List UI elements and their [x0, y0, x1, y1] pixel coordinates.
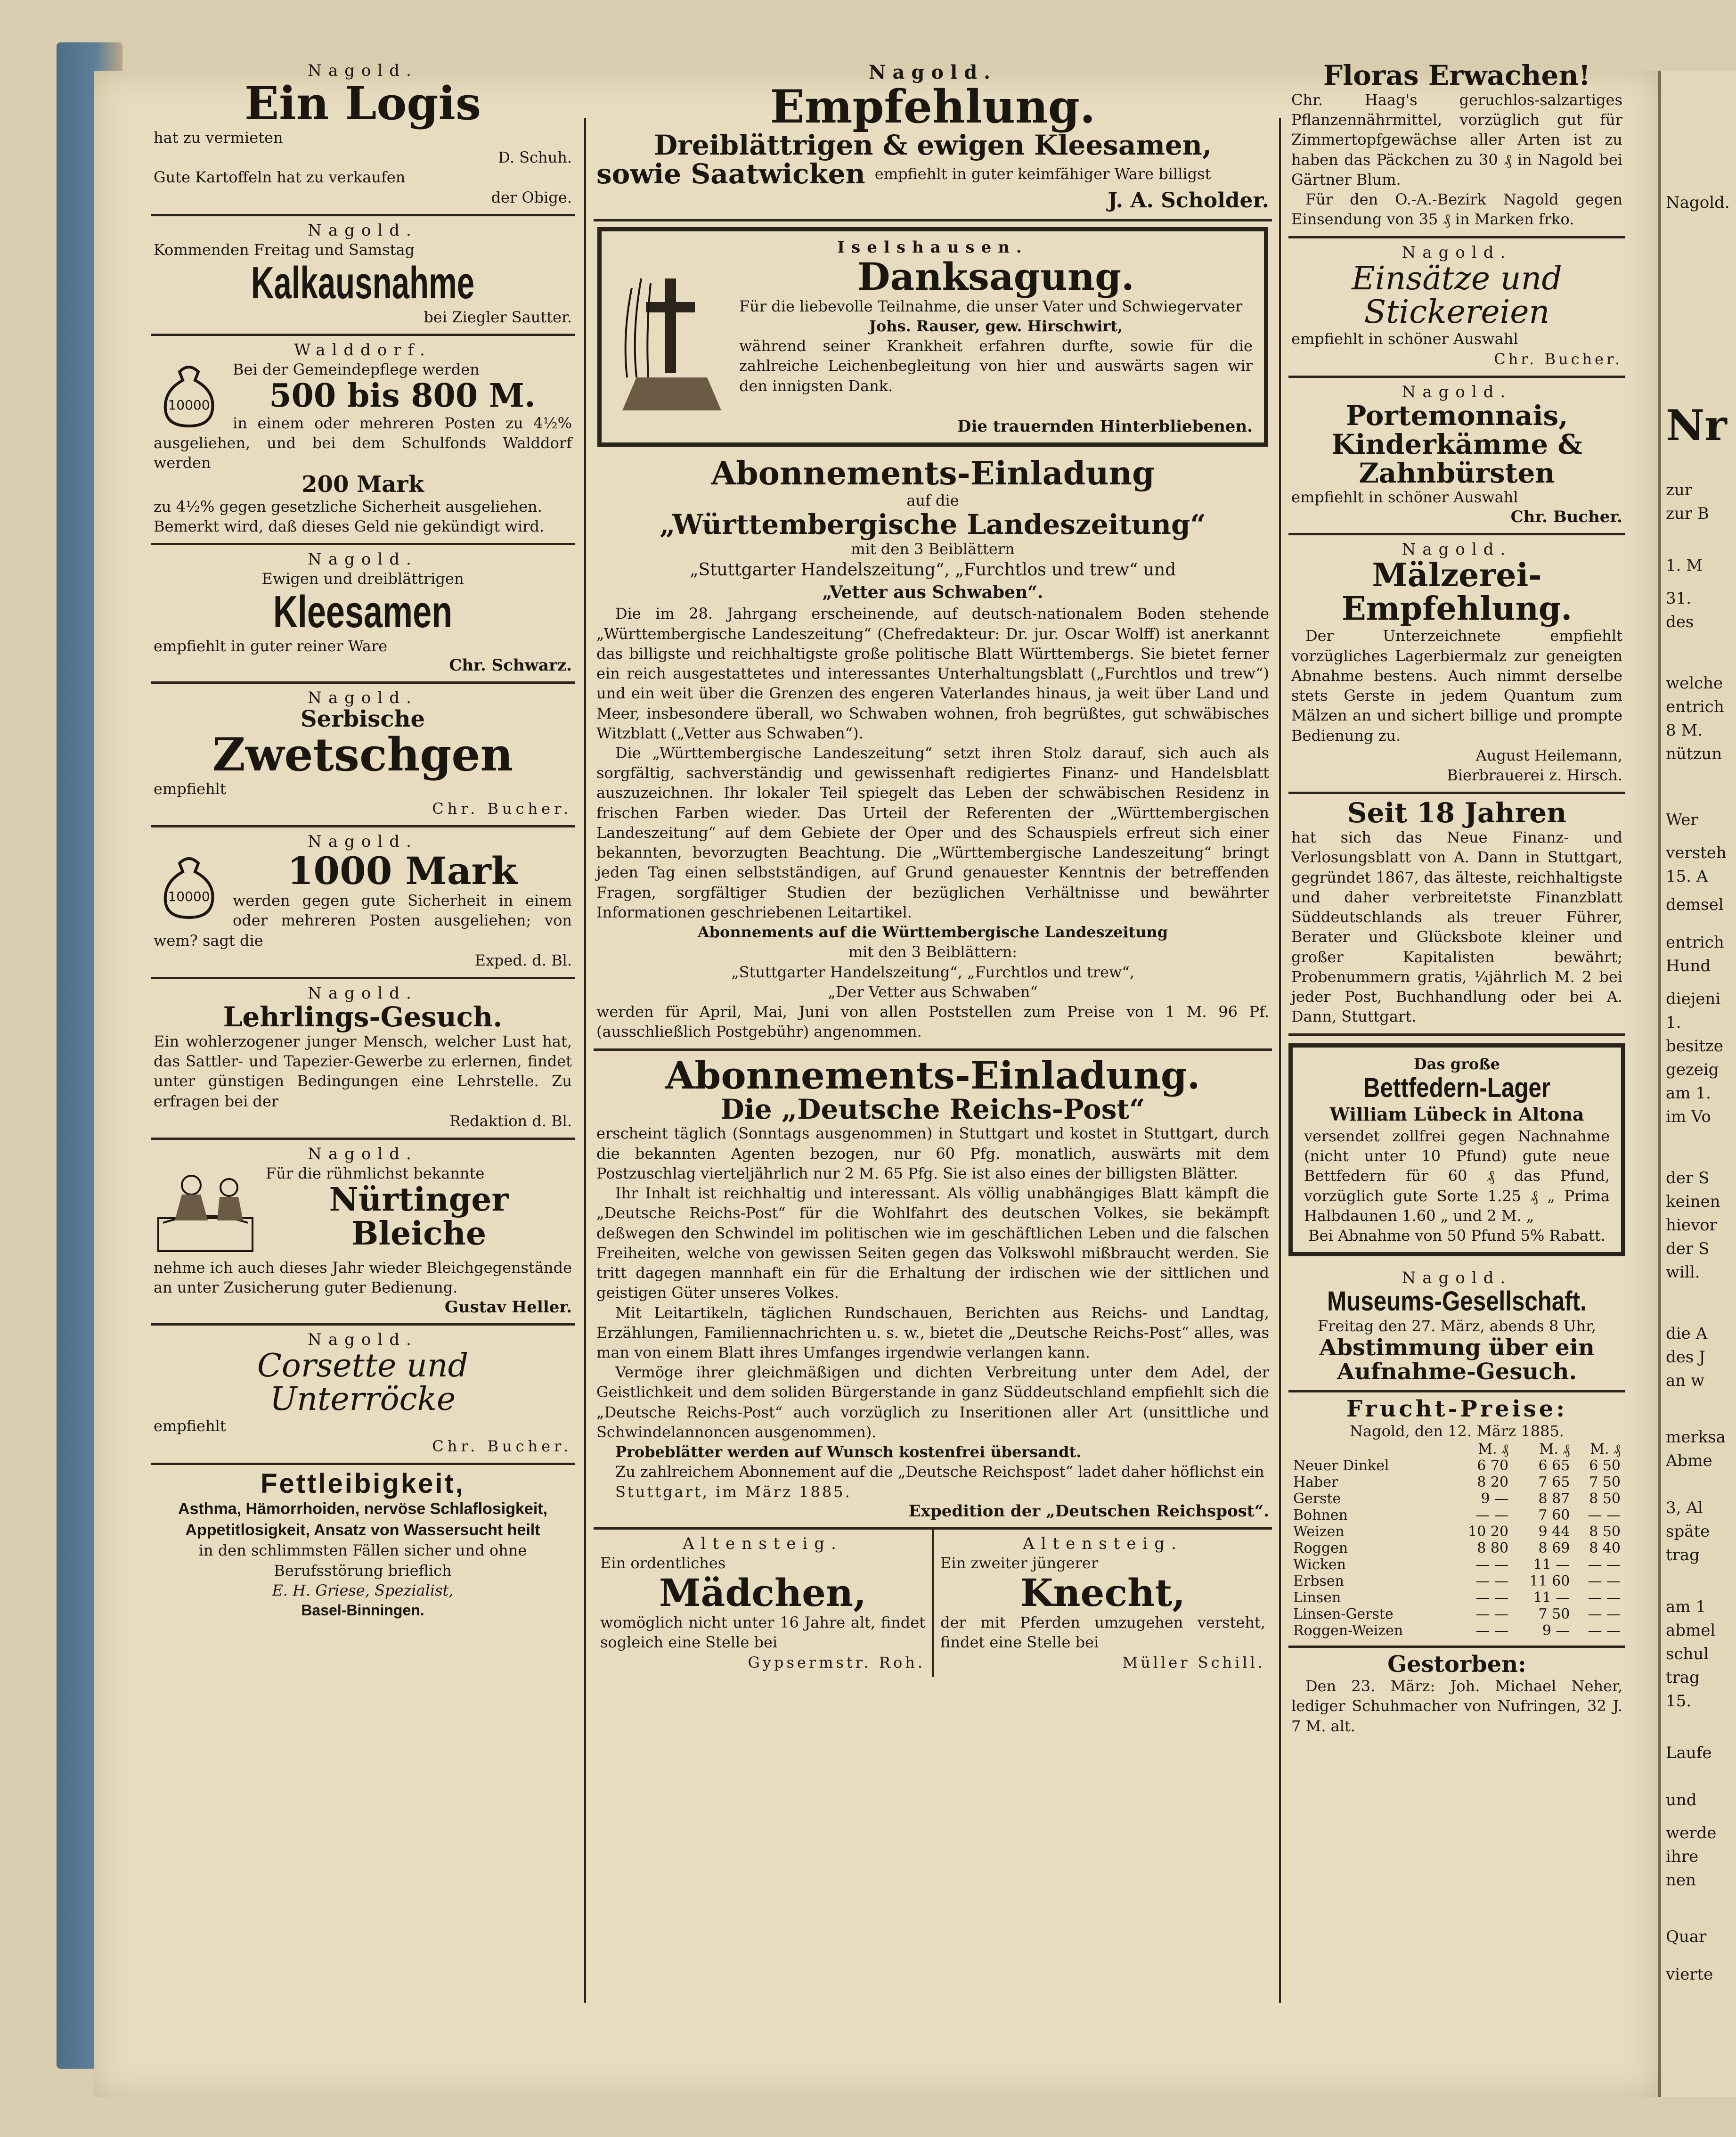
adjacent-page-fragment: [1658, 71, 1736, 2097]
ad-title: Ein Logis: [244, 77, 481, 130]
ad-paragraph: Probeblätter werden auf Wunsch kostenfrei übersandt.: [615, 1443, 1082, 1461]
grain-name-cell: Linsen-Gerste: [1293, 1605, 1394, 1622]
ad-title: Gestorben:: [1387, 1651, 1526, 1678]
ad-fettleibigkeit: [151, 1465, 575, 1627]
adjacent-page-text: der S: [1666, 1169, 1710, 1187]
ad-gestorben: [1288, 1648, 1625, 1743]
adjacent-page-text: die A: [1666, 1324, 1708, 1343]
ad-title: Kalkausnahme: [251, 257, 475, 308]
grain-name-cell: Linsen: [1293, 1589, 1341, 1606]
price-cell: 9 44: [1538, 1523, 1570, 1540]
ad-title: Unterröcke: [269, 1380, 456, 1418]
ad-logis: [151, 57, 575, 216]
adjacent-page-text: gezeig: [1666, 1060, 1719, 1079]
ad-place: Walddorf.: [294, 341, 432, 360]
price-cell: — —: [1588, 1622, 1621, 1639]
ad-title: Fettleibigkeit,: [261, 1468, 465, 1499]
ad-text: Dreiblättrigen & ewigen Kleesamen,: [653, 129, 1212, 161]
ad-paragraph: versendet zollfrei gegen Nachnahme (nicht unter 10 Pfund) gute neue Bettfedern für 60 ₰ das Pfund, vorzüglich gute Sorte 1.25 ₰ „ Prima Halbdaunen 1.60 „ und 2 M. „: [1304, 1127, 1610, 1225]
ad-text: hat zu vermieten: [154, 128, 283, 147]
ad-paragraph: Die im 28. Jahrgang erscheinende, auf deutsch-nationalem Boden stehende „Württembergische Landeszeitung“ (Chefredakteur: Dr. jur. Oscar Wolff) ist anerkannt das billigste und reichhaltigste große politische Blatt Württembergs. Sie bietet ferner ein reich ausgestattetes und interessantes Unterhaltungsblatt („Furchtlos und trew“) und ein weit über die Grenzen des engeren Vaterlandes hinaus, ja weit über Land und Meer, insbesondere überall, wo Schwaben wohnen, froh begrüßtes, gut schwäbisches Witzblatt („Vetter aus Schwaben“).: [596, 605, 1269, 742]
ad-signature: bei Ziegler Sautter.: [424, 308, 572, 326]
adjacent-page-text: versteh: [1666, 843, 1727, 862]
adjacent-page-text: nen: [1666, 1871, 1696, 1890]
ad-amount: 500 bis 800 M.: [269, 377, 536, 415]
price-cell: 7 60: [1538, 1507, 1570, 1523]
ad-signature: Redaktion d. Bl.: [449, 1112, 572, 1130]
price-cell: 8 50: [1589, 1490, 1621, 1507]
table-row: [1291, 1573, 1622, 1589]
price-cell: 7 50: [1538, 1605, 1570, 1622]
ad-place: Nagold.: [308, 984, 418, 1003]
ad-signature: Chr. Bucher.: [1494, 350, 1622, 368]
ad-portemonnais: [1288, 378, 1625, 535]
ad-text: während seiner Krankheit erfahren durfte, sowie für die zahlreiche Leichenbegleitung von hier und auswärts sagen wir den innigsten Dank.: [739, 337, 1253, 395]
ad-title: Bettfedern-Lager: [1363, 1072, 1551, 1103]
washerwoman-illustration-icon: [154, 1166, 257, 1256]
ad-place: Nagold.: [1402, 540, 1512, 559]
ad-walddorf: [151, 336, 575, 545]
price-cell: 7 50: [1589, 1474, 1621, 1490]
adjacent-page-text: trag: [1666, 1668, 1700, 1687]
two-ads-row: [594, 1530, 1272, 1677]
ad-title: Seit 18 Jahren: [1347, 797, 1567, 829]
table-row: [1291, 1523, 1622, 1540]
ad-title: Mädchen,: [659, 1571, 867, 1615]
ad-place: Nagold.: [1402, 382, 1512, 401]
ad-place: Nagold.: [308, 1145, 418, 1164]
price-cell: 8 87: [1538, 1490, 1570, 1507]
price-cell: 6 65: [1538, 1457, 1570, 1474]
ad-title: Frucht-Preise:: [1346, 1396, 1568, 1423]
column-rule: [1279, 118, 1281, 2003]
adjacent-page-text: abmel: [1666, 1621, 1716, 1640]
ad-reichspost: [594, 1051, 1272, 1530]
ad-text: empfiehlt in schöner Auswahl: [1291, 488, 1518, 507]
ad-paragraph: Zu zahlreichem Abonnement auf die „Deutsche Reichspost“ ladet daher höflichst ein: [615, 1463, 1264, 1481]
ad-paragraph: Den 23. März: Joh. Michael Neher, lediger Schuhmacher von Nufringen, 32 J. 7 M. alt.: [1291, 1677, 1622, 1735]
ad-text: empfiehlt in guter keimfähiger Ware billigst: [874, 165, 1211, 183]
table-row: [1291, 1457, 1622, 1474]
ad-signature: Expedition der „Deutschen Reichspost“.: [908, 1501, 1269, 1521]
ad-title: Museums-Gesellschaft.: [1327, 1286, 1587, 1317]
price-cell: 11 —: [1533, 1556, 1570, 1573]
adjacent-page-text: werde: [1666, 1824, 1717, 1842]
ad-title: Nürtinger: [329, 1181, 509, 1219]
grain-price-table: [1291, 1441, 1622, 1639]
table-header-cell: M. ₰: [1539, 1441, 1570, 1457]
grain-name-cell: Bohnen: [1293, 1507, 1348, 1523]
ad-lehrling: [151, 979, 575, 1140]
ad-title: Floras Erwachen!: [1323, 59, 1591, 91]
ad-place: Nagold.: [1402, 1269, 1512, 1288]
table-header-cell: M. ₰: [1478, 1441, 1509, 1457]
adjacent-page-text: 8 M.: [1666, 721, 1703, 740]
ad-zwetschgen: [151, 684, 575, 827]
ad-place: Nagold.: [868, 61, 997, 83]
price-cell: — —: [1588, 1589, 1621, 1606]
ad-signature: Die trauernden Hinterbliebenen.: [957, 417, 1253, 436]
ad-date: Nagold, den 12. März 1885.: [1350, 1422, 1564, 1440]
ad-title: Knecht,: [1020, 1571, 1186, 1615]
table-header-row: [1291, 1441, 1622, 1457]
ad-title: Einsätze und: [1352, 260, 1562, 297]
adjacent-page-text: Laufe: [1666, 1744, 1712, 1762]
price-cell: 9 —: [1542, 1622, 1570, 1639]
ad-title: Abonnements-Einladung: [711, 454, 1155, 492]
ad-text: Bemerkt wird, daß dieses Geld nie gekündigt wird.: [154, 517, 545, 535]
ad-title: Bleiche: [351, 1214, 487, 1253]
ad-text: Ein ordentliches: [600, 1554, 726, 1572]
ad-text: Serbische: [301, 706, 425, 733]
ad-signature: Chr. Bucher.: [1510, 507, 1622, 526]
ad-text: der mit Pferden umzugehen versteht, findet eine Stelle bei: [940, 1613, 1265, 1652]
ad-paragraph: Mit Leitartikeln, täglichen Rundschauen, Berichten aus Reichs- und Landtag, Erzählungen, Familiennachrichten u. s. w., bietet die „Deutsche Reichs-Post“ alles, was man von einem Blatt ihres Umfanges irgendwie verlangen kann.: [596, 1303, 1269, 1361]
ad-paragraph: hat sich das Neue Finanz- und Verlosungsblatt von A. Dann in Stuttgart, gegründet 1867, das älteste, reichhaltigste und daher verbreitetste Finanzblatt Süddeutschlands als treuer Führer, Berater und Glücksbote kleiner und großer Kapitalisten bewährt; Probenummern gratis, ¼jährlich M. 2 bei jeder Post, Buchhandlung oder bei A. Dann, Stuttgart.: [1291, 828, 1622, 1026]
svg-text:10000: 10000: [168, 889, 210, 905]
ad-text: Ein zweiter jüngerer: [940, 1554, 1099, 1572]
ad-text: „Der Vetter aus Schwaben“: [828, 983, 1038, 1001]
ad-kalk: [151, 216, 575, 336]
ad-museum: [1288, 1264, 1625, 1392]
ad-text: empfiehlt in schöner Auswahl: [1291, 330, 1518, 348]
ad-place: Iselshausen.: [837, 237, 1028, 257]
ad-title: Empfehlung.: [1341, 590, 1573, 628]
ad-knecht: [932, 1530, 1272, 1677]
ad-paragraph: Die „Württembergische Landeszeitung“ setzt ihren Stolz darauf, sich auch als sorgfältig, sachverständig und gewissenhaft redigiertes Finanz- und Handelsblatt auszuzeichnen. Ihr lokaler Teil spiegelt das Leben der schwäbischen Residenz in frischen Farben wieder. Das Urteil der Referenten der „Württembergischen Landeszeitung“ auf dem Gebiete der Oper und des Schauspiels erfreut sich einer bekannten, bevorzugten Beachtung. Die „Württembergische Landeszeitung“ bringt jeden Tag einen selbstständigen, auf Grund genauester Kenntnis der betreffenden Fragen, sorgfältiger Studien der bezüglichen Verhältnisse und bewährter Informationen geschriebenen Leitartikel.: [596, 744, 1269, 921]
adjacent-page-text: Hund: [1666, 957, 1711, 975]
grain-name-cell: Haber: [1293, 1474, 1338, 1490]
price-cell: 11 60: [1529, 1572, 1570, 1589]
ad-text: Abonnements auf die Württembergische Landeszeitung: [697, 923, 1168, 942]
newspaper-name: Die „Deutsche Reichs-Post“: [720, 1093, 1145, 1125]
ad-place: Nagold.: [308, 688, 418, 708]
table-row: [1291, 1622, 1622, 1639]
ad-text: nehme ich auch dieses Jahr wieder Bleichgegenstände an unter Zusicherung guter Bedienung.: [154, 1259, 572, 1297]
grain-name-cell: Gerste: [1293, 1490, 1341, 1507]
grain-name-cell: Wicken: [1293, 1556, 1346, 1573]
ad-text: Für die liebevolle Teilnahme, die unser Vater und Schwiegervater: [739, 297, 1243, 315]
newspaper-name: „Württembergische Landeszeitung“: [660, 508, 1206, 541]
ad-dann: [1288, 794, 1625, 1035]
ad-signature: Exped. d. Bl.: [474, 951, 572, 969]
adjacent-page-text: 15.: [1666, 1692, 1692, 1711]
price-cell: — —: [1475, 1622, 1509, 1639]
column-left: [151, 57, 575, 2095]
adjacent-page-text: an w: [1666, 1371, 1705, 1390]
ad-scholder: [594, 57, 1272, 221]
ad-title: Abonnements-Einladung.: [665, 1053, 1200, 1097]
ad-text: Abstimmung über ein: [1319, 1335, 1595, 1361]
ad-place: Altensteig.: [683, 1534, 843, 1553]
ad-title: Stickereien: [1364, 293, 1550, 331]
adjacent-page-text: zur B: [1666, 504, 1709, 523]
table-row: [1291, 1540, 1622, 1556]
adjacent-page-text: Nr: [1666, 401, 1727, 450]
ad-text: Asthma, Hämorrhoiden, nervöse Schlaflosigkeit, Appetitlosigkeit, Ansatz von Wassersucht heilt: [178, 1499, 548, 1539]
adjacent-page-text: nützun: [1666, 745, 1722, 763]
ad-landeszeitung: [594, 452, 1272, 1051]
adjacent-page-text: hievor: [1666, 1216, 1717, 1235]
ad-paragraph: erscheint täglich (Sonntags ausgenommen) in Stuttgart und kostet in Stuttgart, durch die bekannten Agenten bezogen, nur 60 Pfg. monatlich, auswärts mit dem Postzuschlag vierteljährlich nur 2 M. 65 Pfg. Sie ist also eines der billigsten Blätter.: [596, 1124, 1269, 1182]
ad-bleiche: [151, 1140, 575, 1325]
adjacent-page-text: 15. A: [1666, 867, 1708, 886]
adjacent-page-text: und: [1666, 1791, 1697, 1809]
price-cell: 9 —: [1481, 1490, 1509, 1507]
ad-paragraph: Ihr Inhalt ist reichhaltig und interessant. Als völlig unabhängiges Blatt kämpft die „Deutsche Reichs-Post“ für die Wohlfahrt des deutschen Volkes, sie bekämpft deßwegen den Schwindel im politischen wie im geschäftlichen Leben und die falschen Freiheiten, welche von gewissen Seiten gegen das Volkswohl mißbraucht werden. Sie tritt dagegen mannhaft ein für die Erhaltung der irdischen wie der sittlichen und geistigen Güter unseres Volkes.: [596, 1184, 1269, 1302]
ad-paragraph: Bei Abnahme von 50 Pfund 5% Rabatt.: [1308, 1227, 1606, 1245]
adjacent-page-text: späte: [1666, 1522, 1710, 1541]
ad-signature: Chr. Bucher.: [432, 1437, 572, 1455]
ad-maelzerei: [1288, 535, 1625, 794]
adjacent-page-text: 3, Al: [1666, 1498, 1703, 1517]
svg-text:10000: 10000: [168, 397, 210, 413]
money-bag-icon: [154, 854, 224, 920]
ad-fruchtpreise: [1288, 1392, 1625, 1648]
adjacent-page-text: besitze: [1666, 1037, 1723, 1056]
ad-maedchen: [594, 1530, 932, 1677]
ad-title: Empfehlung.: [770, 80, 1096, 133]
price-cell: — —: [1588, 1605, 1621, 1622]
ad-text: Das große: [1414, 1055, 1500, 1073]
adjacent-page-text: im Vo: [1666, 1107, 1711, 1126]
adjacent-page-text: zur: [1666, 481, 1693, 499]
ad-signature: Gypsermstr. Roh.: [748, 1653, 925, 1671]
ad-paragraph: Chr. Haag's geruchlos-salzartiges Pflanzennährmittel, vorzüglich gut für Zimmertopfgewächse aller Arten ist zu haben das Päckchen zu 30 ₰ in Nagold bei Gärtner Blum.: [1291, 90, 1622, 188]
ad-text: Aufnahme-Gesuch.: [1337, 1358, 1577, 1385]
ad-title: Zwetschgen: [212, 728, 513, 781]
ad-text: der Obige.: [491, 188, 572, 206]
adjacent-page-text: entrich: [1666, 697, 1724, 716]
table-row: [1291, 1490, 1622, 1507]
ad-bettfedern: [1288, 1043, 1625, 1257]
adjacent-page-text: des J: [1666, 1348, 1705, 1367]
ad-date: Stuttgart, im März 1885.: [615, 1482, 852, 1501]
table-row: [1291, 1474, 1622, 1490]
price-cell: — —: [1475, 1556, 1509, 1573]
ad-place: Nagold.: [308, 1330, 418, 1349]
ad-title: Danksagung.: [857, 254, 1134, 299]
adjacent-page-text: diejeni: [1666, 990, 1721, 1008]
ad-title: Mälzerei-: [1372, 556, 1542, 594]
ad-title: 1000 Mark: [287, 849, 518, 893]
adjacent-page-text: will.: [1666, 1263, 1700, 1282]
ad-text: werden für April, Mai, Juni von allen Poststellen zum Preise von 1 M. 96 Pf. (ausschließlich Postgebühr) angenommen.: [596, 1003, 1269, 1041]
ad-place: Nagold.: [1402, 243, 1512, 262]
ad-kleesamen: [151, 545, 575, 684]
ad-text: „Stuttgarter Handelszeitung“, „Furchtlos und trew“ und: [689, 560, 1176, 580]
adjacent-page-text: demsel: [1666, 895, 1724, 914]
price-cell: 10 20: [1468, 1523, 1509, 1540]
ad-amount: 200 Mark: [302, 471, 424, 498]
ad-text: Für die rühmlichst bekannte: [266, 1164, 485, 1183]
table-row: [1291, 1507, 1622, 1523]
ad-paragraph: Für den O.-A.-Bezirk Nagold gegen Einsendung von 35 ₰ in Marken frko.: [1291, 190, 1622, 229]
ad-text: womöglich nicht unter 16 Jahre alt, findet sogleich eine Stelle bei: [600, 1613, 925, 1652]
adjacent-page-text: keinen: [1666, 1192, 1720, 1211]
price-cell: 8 20: [1477, 1474, 1509, 1490]
ad-text: empfiehlt: [154, 779, 226, 798]
ad-text: Basel-Binningen.: [301, 1602, 424, 1619]
ad-text: Ein wohlerzogener junger Mensch, welcher Lust hat, das Sattler- und Tapezier-Gewerbe zu erlernen, findet unter günstigen Bedingungen eine Lehrstelle. Zu erfragen bei der: [154, 1032, 572, 1110]
grain-name-cell: Roggen-Weizen: [1293, 1622, 1403, 1639]
grain-name-cell: Roggen: [1293, 1539, 1348, 1556]
grain-name-cell: Weizen: [1293, 1523, 1345, 1540]
adjacent-page-text: 1.: [1666, 1013, 1681, 1032]
ad-place: Nagold.: [308, 550, 418, 569]
price-cell: — —: [1588, 1507, 1621, 1523]
ad-text: empfiehlt in guter reiner Ware: [154, 637, 388, 655]
adjacent-page-text: der S: [1666, 1239, 1710, 1258]
grain-name-cell: Erbsen: [1293, 1572, 1344, 1589]
ad-title: Lehrlings-Gesuch.: [223, 1001, 503, 1033]
ad-text: Johs. Rauser, gew. Hirschwirt,: [869, 317, 1123, 335]
ad-title: Portemonnais, Kinderkämme & Zahnbürsten: [1331, 399, 1582, 489]
price-cell: — —: [1475, 1572, 1509, 1589]
ad-signature: Gustav Heller.: [444, 1297, 572, 1317]
price-cell: — —: [1588, 1556, 1621, 1573]
ad-paragraph: Der Unterzeichnete empfiehlt vorzügliches Lagerbiermalz zur geneigten Abnahme bestens. Auch nimmt derselbe stets Gerste in jedem Quantum zum Mälzen an und sichert billige und prompte Bedienung zu.: [1291, 627, 1622, 745]
ad-danksagung: [597, 227, 1268, 447]
ad-place: Nagold.: [308, 832, 418, 852]
ad-text: werden gegen gute Sicherheit in einem oder mehreren Posten ausgeliehen; von wem? sagt die: [154, 892, 572, 950]
ad-text: Freitag den 27. März, abends 8 Uhr,: [1317, 1317, 1597, 1335]
table-row: [1291, 1589, 1622, 1606]
table-header-cell: M. ₰: [1590, 1441, 1621, 1457]
ad-signature: Chr. Bucher.: [432, 799, 572, 818]
ad-place: Nagold.: [308, 61, 418, 80]
ad-signature: Müller Schill.: [1122, 1653, 1265, 1671]
ad-signature: Bierbrauerei z. Hirsch.: [1447, 766, 1622, 785]
adjacent-page-text: trag: [1666, 1546, 1700, 1564]
adjacent-page-text: am 1.: [1666, 1084, 1711, 1103]
table-row: [1291, 1606, 1622, 1622]
column-right: [1288, 57, 1625, 2095]
column-center: [594, 57, 1272, 2095]
ad-text: Bei der Gemeindepflege werden: [233, 360, 480, 378]
ad-corsette: [151, 1326, 575, 1465]
ad-text: in den schlimmsten Fällen sicher und ohne Berufsstörung brieflich: [198, 1541, 527, 1580]
price-cell: 6 50: [1589, 1457, 1621, 1474]
price-cell: 11 —: [1533, 1589, 1570, 1606]
grave-cross-willow-icon: [613, 260, 731, 415]
ad-place: Altensteig.: [1023, 1534, 1183, 1553]
ad-title: Corsette und: [257, 1347, 469, 1384]
adjacent-page-text: schul: [1666, 1645, 1709, 1663]
adjacent-page-text: welche: [1666, 674, 1723, 693]
price-cell: — —: [1475, 1589, 1509, 1606]
ad-text: zu 4½% gegen gesetzliche Sicherheit ausgeliehen.: [154, 497, 542, 516]
adjacent-page-text: Wer: [1666, 811, 1698, 829]
adjacent-page-text: vierte: [1666, 1965, 1713, 1984]
ad-einsaetze: [1288, 238, 1625, 378]
money-bag-icon: [154, 362, 224, 428]
price-cell: 8 50: [1589, 1523, 1621, 1540]
ad-signature: D. Schuh.: [498, 148, 572, 167]
ad-signature: J. A. Scholder.: [1108, 188, 1269, 213]
ad-text: in einem oder mehreren Posten zu 4½% ausgeliehen, und bei dem Schulfonds Walddorf werden: [154, 414, 572, 472]
price-cell: — —: [1475, 1605, 1509, 1622]
ad-text: William Lübeck in Altona: [1329, 1103, 1584, 1125]
price-cell: 7 65: [1538, 1474, 1570, 1490]
ad-text: E. H. Griese, Spezialist,: [272, 1581, 454, 1599]
ad-signature: August Heilemann,: [1475, 746, 1622, 764]
ad-text: Gute Kartoffeln hat zu verkaufen: [154, 168, 406, 187]
ad-1000-mark: [151, 827, 575, 979]
adjacent-page-text: am 1: [1666, 1597, 1706, 1616]
grain-name-cell: Neuer Dinkel: [1293, 1457, 1389, 1474]
price-cell: 8 69: [1538, 1539, 1570, 1556]
ad-text: auf die: [906, 491, 959, 509]
ad-text: „Vetter aus Schwaben“.: [822, 582, 1043, 602]
column-rule: [584, 118, 586, 2003]
table-row: [1291, 1556, 1622, 1573]
ad-text: Ewigen und dreiblättrigen: [261, 570, 464, 588]
price-cell: — —: [1588, 1572, 1621, 1589]
ad-text: mit den 3 Beiblättern: [851, 540, 1015, 558]
adjacent-page-text: Nagold.: [1666, 193, 1730, 212]
ad-paragraph: Vermöge ihrer gleichmäßigen und dichten Verbreitung unter dem Adel, der Geistlichkeit und dem soliden Bürgerstande in ganz Süddeutschland empfiehlt sich die „Deutsche Reichs-Post“ auch vorzüglich zu Inseritionen aller Art (unsittliche und Schwindelannoncen ausgenommen).: [596, 1363, 1269, 1441]
adjacent-page-text: entrich: [1666, 933, 1724, 952]
adjacent-page-text: ihre: [1666, 1847, 1699, 1866]
price-cell: 8 40: [1589, 1539, 1621, 1556]
ad-text: „Stuttgarter Handelszeitung“, „Furchtlos und trew“,: [731, 963, 1134, 981]
adjacent-page-text: 31.: [1666, 589, 1692, 608]
ad-signature: Chr. Schwarz.: [449, 656, 572, 675]
ad-text: empfiehlt: [154, 1417, 226, 1435]
price-cell: 6 70: [1477, 1457, 1509, 1474]
price-cell: — —: [1475, 1507, 1509, 1523]
adjacent-page-text: Quar: [1666, 1927, 1707, 1946]
adjacent-page-text: Abme: [1666, 1451, 1712, 1470]
ad-title: Kleesamen: [273, 587, 453, 638]
ad-place: Nagold.: [308, 221, 418, 240]
adjacent-page-text: merksa: [1666, 1428, 1726, 1447]
price-cell: 8 80: [1477, 1539, 1509, 1556]
ad-text: Kommenden Freitag und Samstag: [154, 240, 415, 259]
ad-text: sowie Saatwicken: [596, 157, 865, 190]
adjacent-page-text: 1. M: [1666, 556, 1703, 575]
ad-text: mit den 3 Beiblättern:: [848, 943, 1018, 961]
adjacent-page-text: des: [1666, 613, 1694, 631]
ad-floras: [1288, 57, 1625, 238]
